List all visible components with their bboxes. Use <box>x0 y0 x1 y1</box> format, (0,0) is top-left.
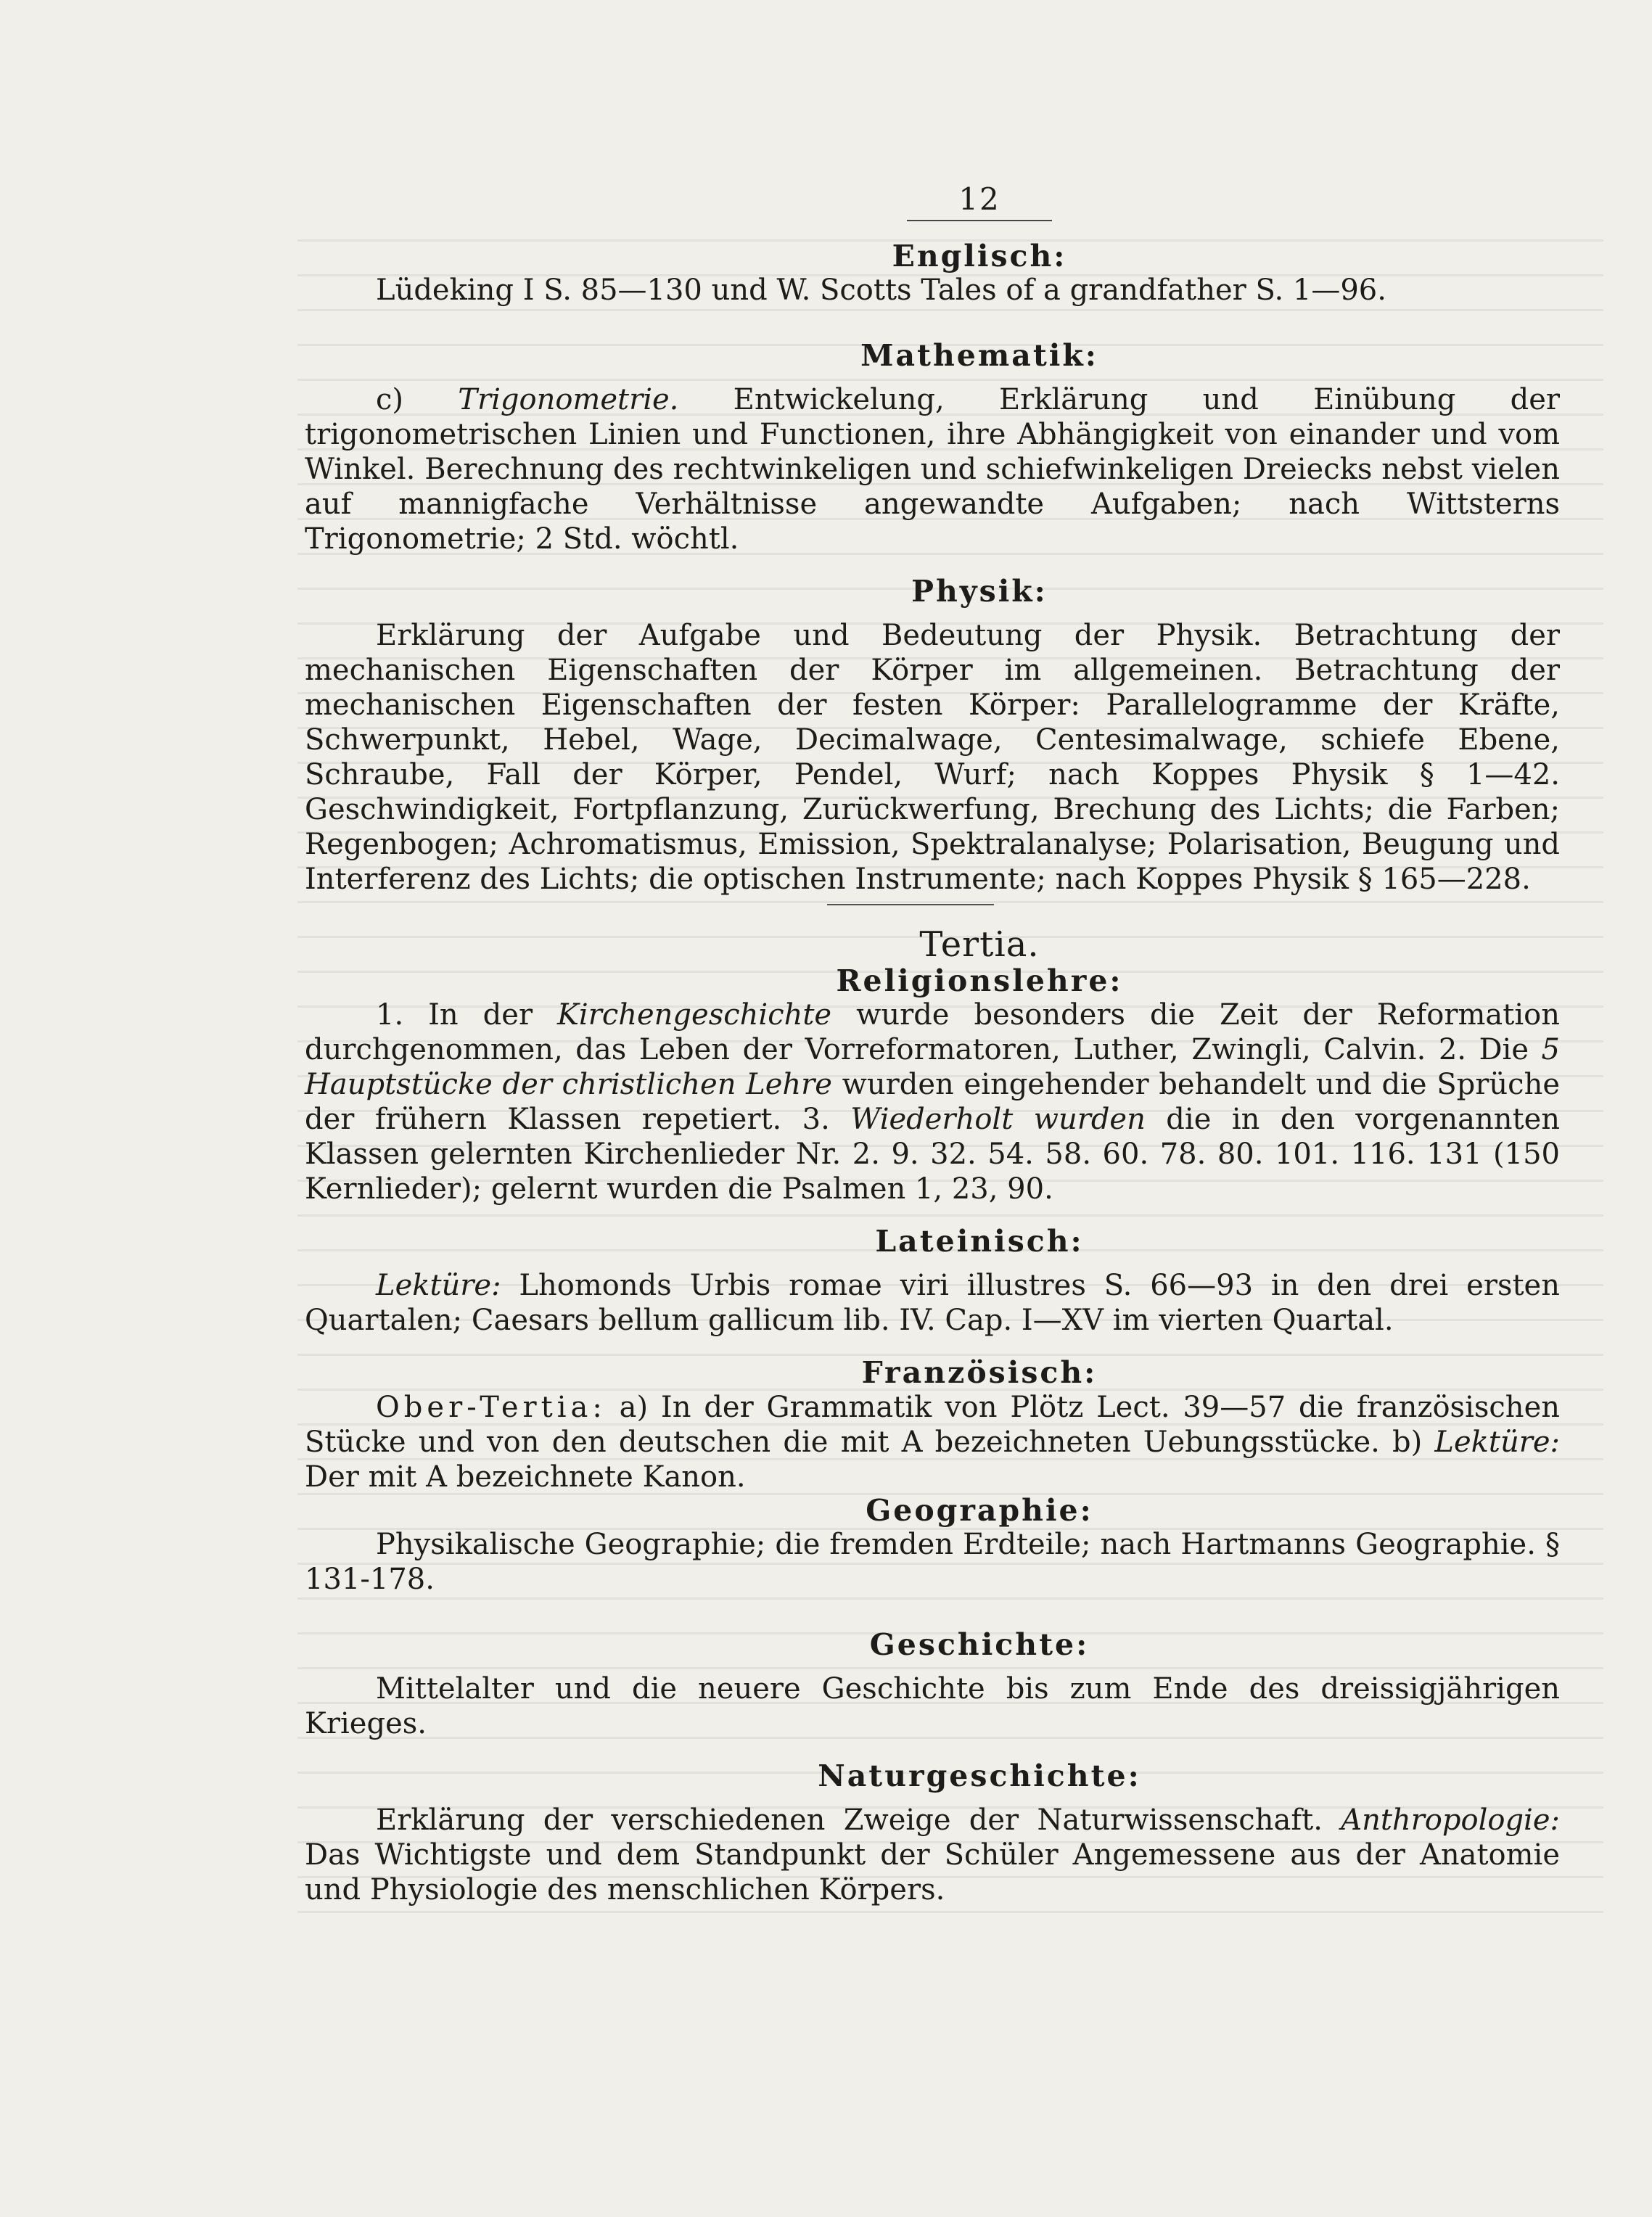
heading-physik: Physik: <box>911 574 1048 609</box>
naturgeschichte-emphasis: Anthropologie: <box>1341 1803 1560 1837</box>
lateinisch-emphasis: Lektüre: <box>376 1269 501 1303</box>
religionslehre-em-1: Kirchengeschichte <box>557 998 832 1032</box>
franzoesisch-emphasis: Lektüre: <box>1434 1425 1560 1459</box>
naturgeschichte-text <box>305 1803 1560 1907</box>
geschichte-text: Mittelalter und die neuere Geschichte bis zum Ende des dreissigjährigen Krieges. <box>305 1671 1560 1740</box>
mathematik-body: Entwickelung, Erklärung und Einübung der trigonometrischen Linien und Functionen, ihre Abhängigkeit von einander und vom Winkel. Berechnung des rechtwinkeligen und schiefwinkeligen Dreiecks nebst vielen auf mannigfache Verhältnisse angewandte Aufgaben; nach Wittsterns Trigonometrie; 2 Std. wöchtl. <box>305 383 1560 556</box>
religionslehre-em-3: Wiederholt wurden <box>850 1103 1146 1137</box>
franzoesisch-text <box>305 1390 1560 1494</box>
heading-naturgeschichte: Naturgeschichte: <box>818 1758 1141 1793</box>
religionslehre-part-1: 1. In der <box>376 998 558 1032</box>
religionslehre-em-2: 5 Hauptstücke der christlichen Lehre <box>305 1033 1560 1102</box>
physik-text: Erklärung der Aufgabe und Bedeutung der Physik. Betrachtung der mechanischen Eigenschaften der Körper im allgemeinen. Betrachtung der mechanischen Eigenschaften der festen Körper: Parallelogramme der Kräfte, Schwerpunkt, Hebel, Wage, Decimalwage, Centesimalwage, schiefe Ebene, Schraube, Fall der Körper, Pendel, Wurf; nach Koppes Physik § 1—42. Geschwindigkeit, Fortpflanzung, Zurückwerfung, Brechung des Lichts; die Farben; Regenbogen; Achromatismus, Emission, Spektralanalyse; Polarisation, Beugung und Interferenz des Lichts; die optischen Instrumente; nach Koppes Physik § 165—228. <box>305 619 1560 897</box>
mathematik-label: c) <box>376 383 459 417</box>
englisch-text: Lüdeking I S. 85—130 und W. Scotts Tales of a grandfather S. 1—96. <box>376 273 1386 308</box>
lateinisch-body: Lhomonds Urbis romae viri illustres S. 66—93 in den drei ersten Quartalen; Caesars bellum gallicum lib. IV. Cap. I—XV im vierten Quartal. <box>305 1269 1560 1338</box>
heading-lateinisch: Lateinisch: <box>875 1224 1084 1259</box>
naturgeschichte-body-1: Erklärung der verschiedenen Zweige der Naturwissenschaft. <box>376 1803 1341 1837</box>
section-divider <box>827 904 994 905</box>
heading-religionslehre: Religionslehre: <box>836 963 1123 999</box>
religionslehre-part-4: die in den vorgenannten Klassen gelernten Kirchenlieder Nr. 2. 9. 32. 54. 58. 60. 78. 80. 101. 116. 131 (150 Kernlieder); gelernt wurden die Psalmen 1, 23, 90. <box>305 1103 1561 1206</box>
geographie-text: Physikalische Geographie; die fremden Erdteile; nach Hartmanns Geographie. § 131-178. <box>305 1527 1560 1596</box>
page-number: 12 <box>958 181 1000 217</box>
lateinisch-text <box>305 1268 1560 1338</box>
franzoesisch-body-1: a) In der Grammatik von Plötz Lect. 39—57 die französischen Stücke und von den deutschen die mit A bezeichneten Uebungsstücke. b) <box>305 1390 1560 1459</box>
religionslehre-part-2: wurde besonders die Zeit der Reformation durchgenommen, das Leben der Vorreformatoren, Luther, Zwingli, Calvin. 2. Die <box>305 998 1560 1067</box>
naturgeschichte-body-2: Das Wichtigste und dem Standpunkt der Schüler Angemessene aus der Anatomie und Physiologie des menschlichen Körpers. <box>305 1838 1560 1907</box>
heading-geographie: Geographie: <box>866 1492 1093 1528</box>
mathematik-text <box>305 382 1560 556</box>
mathematik-emphasis: Trigonometrie. <box>458 383 679 417</box>
franzoesisch-body-2: Der mit A bezeichnete Kanon. <box>305 1460 746 1494</box>
document-page <box>305 181 1560 1907</box>
franzoesisch-class-label: Ober-Tertia: <box>376 1390 607 1424</box>
religionslehre-text <box>305 998 1560 1206</box>
class-title-tertia: Tertia. <box>919 924 1040 966</box>
heading-franzoesisch: Französisch: <box>861 1355 1098 1391</box>
heading-geschichte: Geschichte: <box>869 1626 1090 1662</box>
page-number-rule <box>907 220 1052 221</box>
religionslehre-part-3: wurden eingehender behandelt und die Sprüche der frühern Klassen repetiert. 3. <box>305 1068 1561 1137</box>
heading-mathematik: Mathematik: <box>860 338 1098 374</box>
heading-englisch: Englisch: <box>892 239 1067 273</box>
